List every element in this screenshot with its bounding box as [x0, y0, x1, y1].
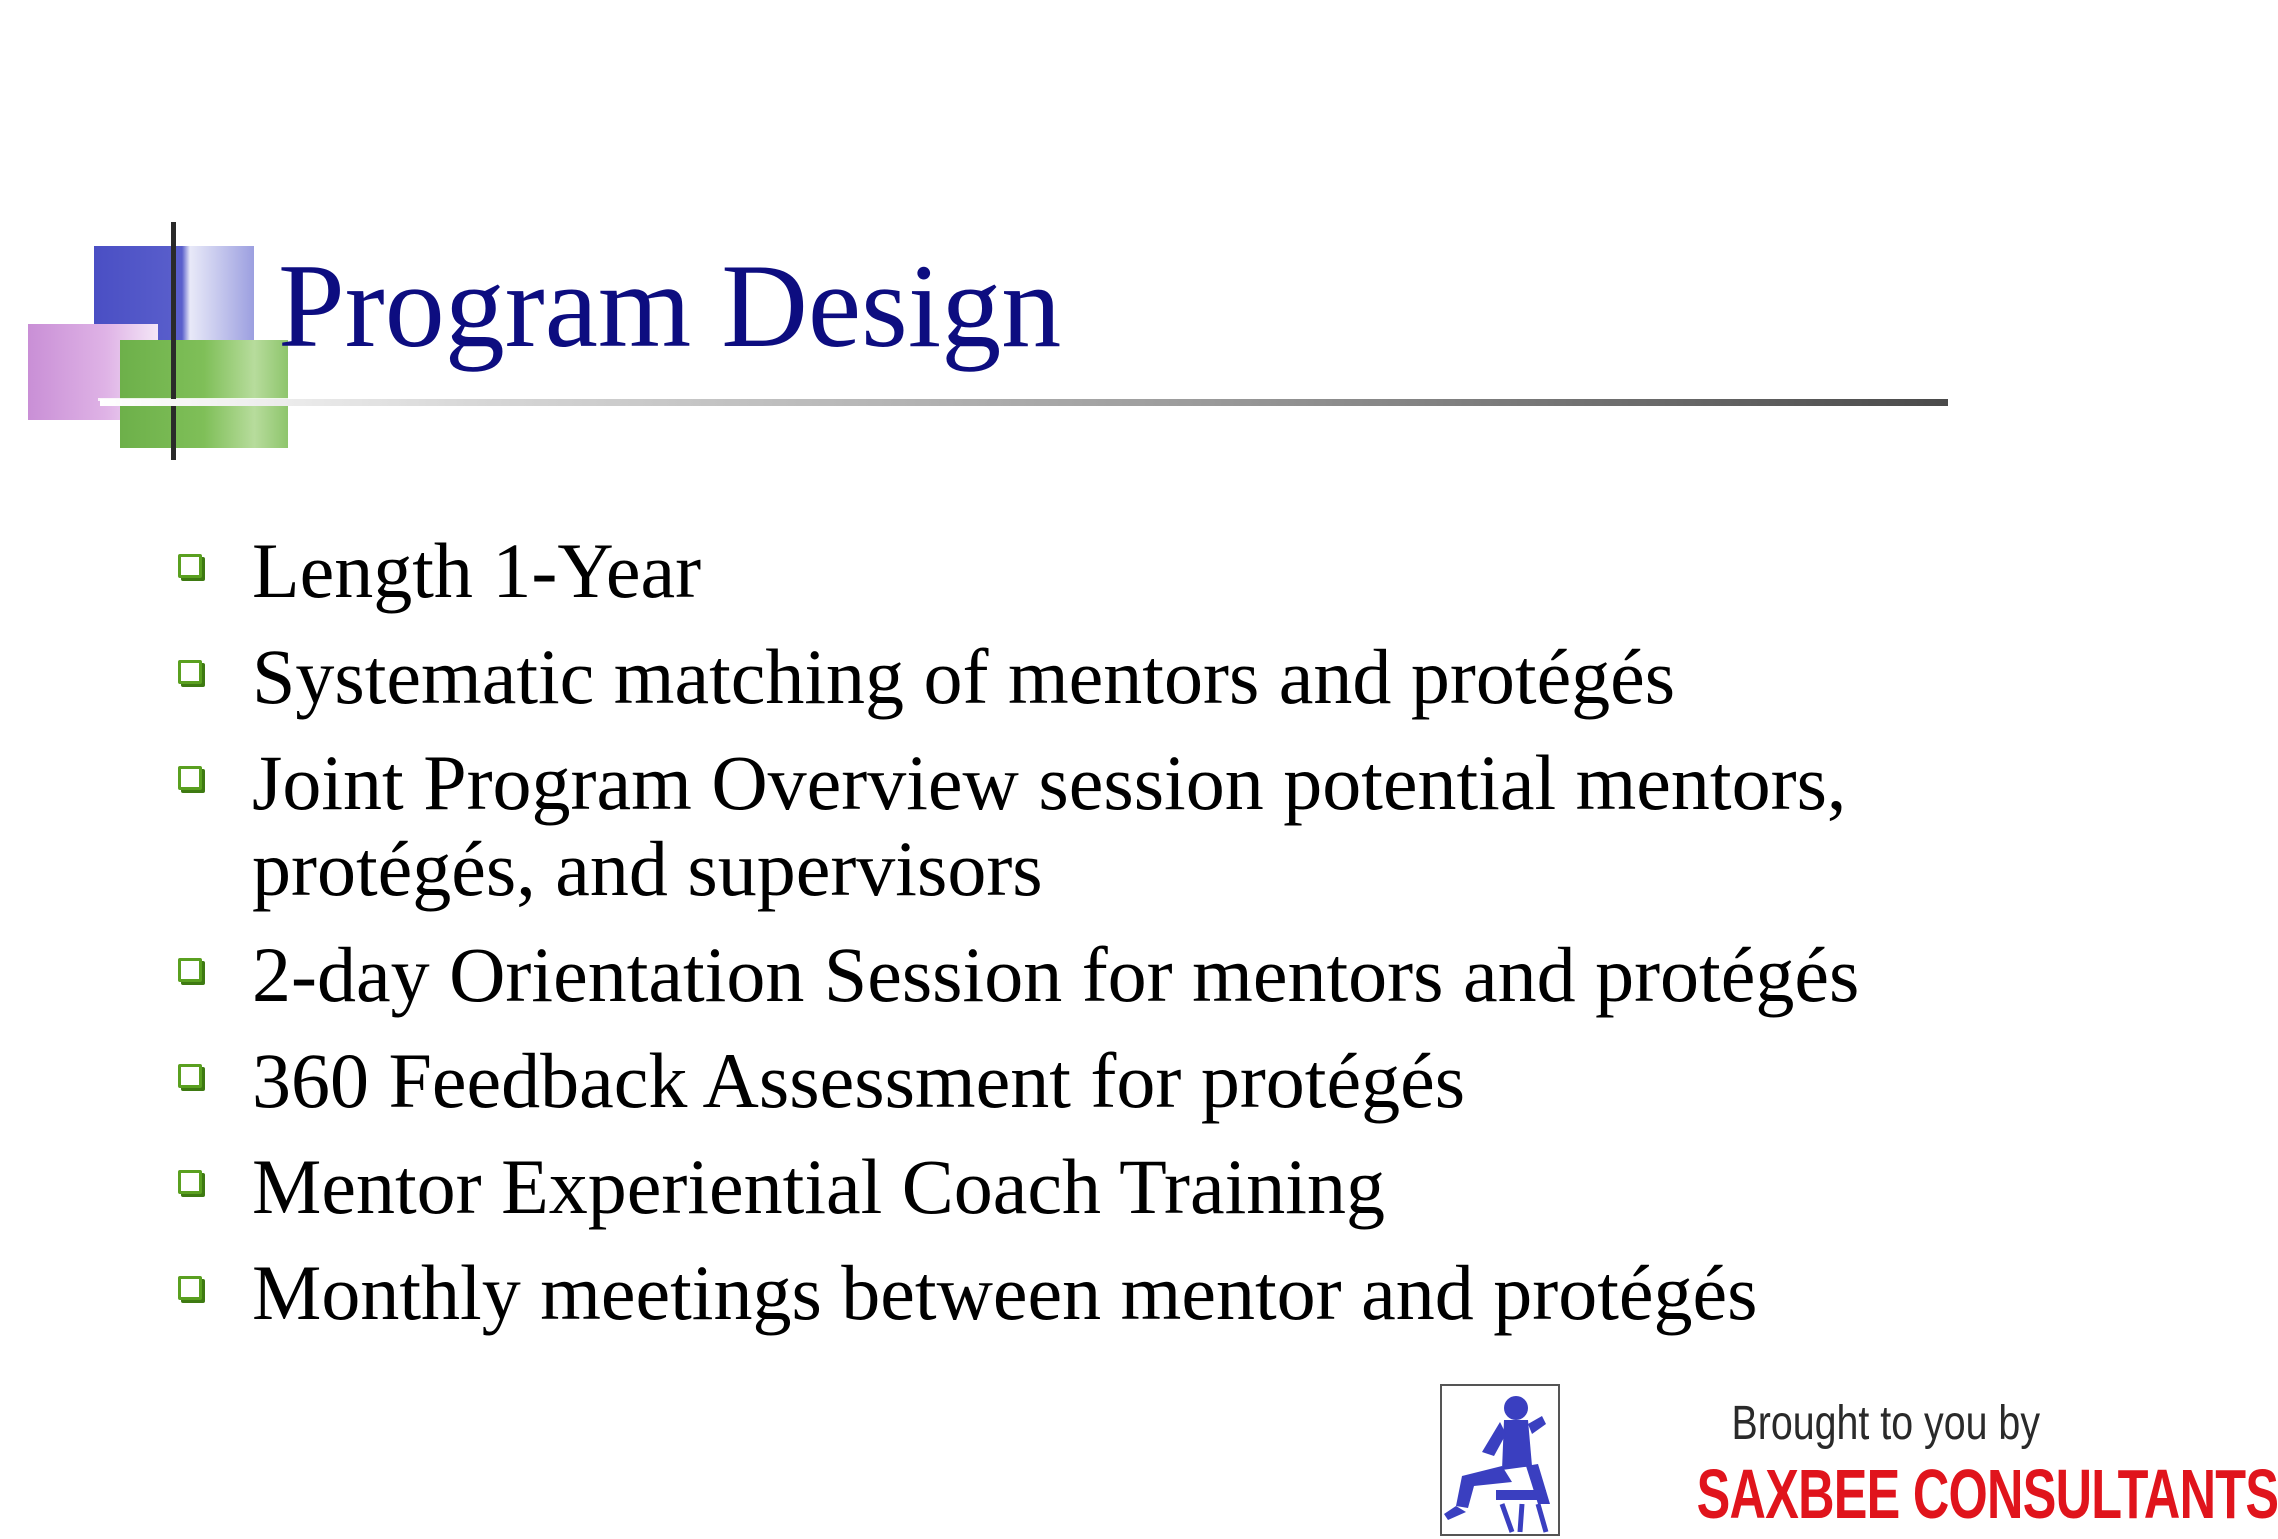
- square-outline-icon: [178, 958, 202, 982]
- seated-figure-icon: [1440, 1384, 1560, 1536]
- square-outline-icon: [178, 766, 202, 790]
- green-square: [120, 340, 288, 448]
- bullet-text: 2-day Orientation Session for mentors and protégés: [252, 931, 1860, 1018]
- bullet-text: Joint Program Overview session potential mentors, protégés, and supervisors: [252, 739, 1847, 912]
- list-item: [178, 1144, 2018, 1230]
- decorative-squares-icon: [0, 0, 300, 480]
- square-outline-icon: [178, 1276, 202, 1300]
- square-outline-icon: [178, 1064, 202, 1088]
- square-outline-icon: [178, 554, 202, 578]
- square-outline-icon: [178, 660, 202, 684]
- logo-brand-name: SAXBEE CONSULTANTS: [1696, 1455, 2278, 1533]
- bullet-text: 360 Feedback Assessment for protégés: [252, 1037, 1466, 1124]
- square-outline-icon: [178, 1170, 202, 1194]
- bullet-text: Systematic matching of mentors and protégés: [252, 633, 1676, 720]
- list-item: [178, 1038, 2018, 1124]
- bullet-list: [178, 528, 2018, 1356]
- bullet-text: Monthly meetings between mentor and protégés: [252, 1249, 1758, 1336]
- title-underline: [100, 399, 1948, 406]
- list-item: [178, 528, 2018, 614]
- bullet-text: Mentor Experiential Coach Training: [252, 1143, 1385, 1230]
- logo-tagline: Brought to you by: [1731, 1397, 2040, 1450]
- list-item: [178, 1250, 2018, 1336]
- saxbee-logo: [1440, 1384, 2278, 1536]
- list-item: [178, 740, 2018, 912]
- slide-title: Program Design: [278, 239, 1062, 372]
- list-item: [178, 634, 2018, 720]
- decor-vertical-line: [171, 222, 176, 460]
- list-item: [178, 932, 2018, 1018]
- bullet-text: Length 1-Year: [252, 527, 702, 614]
